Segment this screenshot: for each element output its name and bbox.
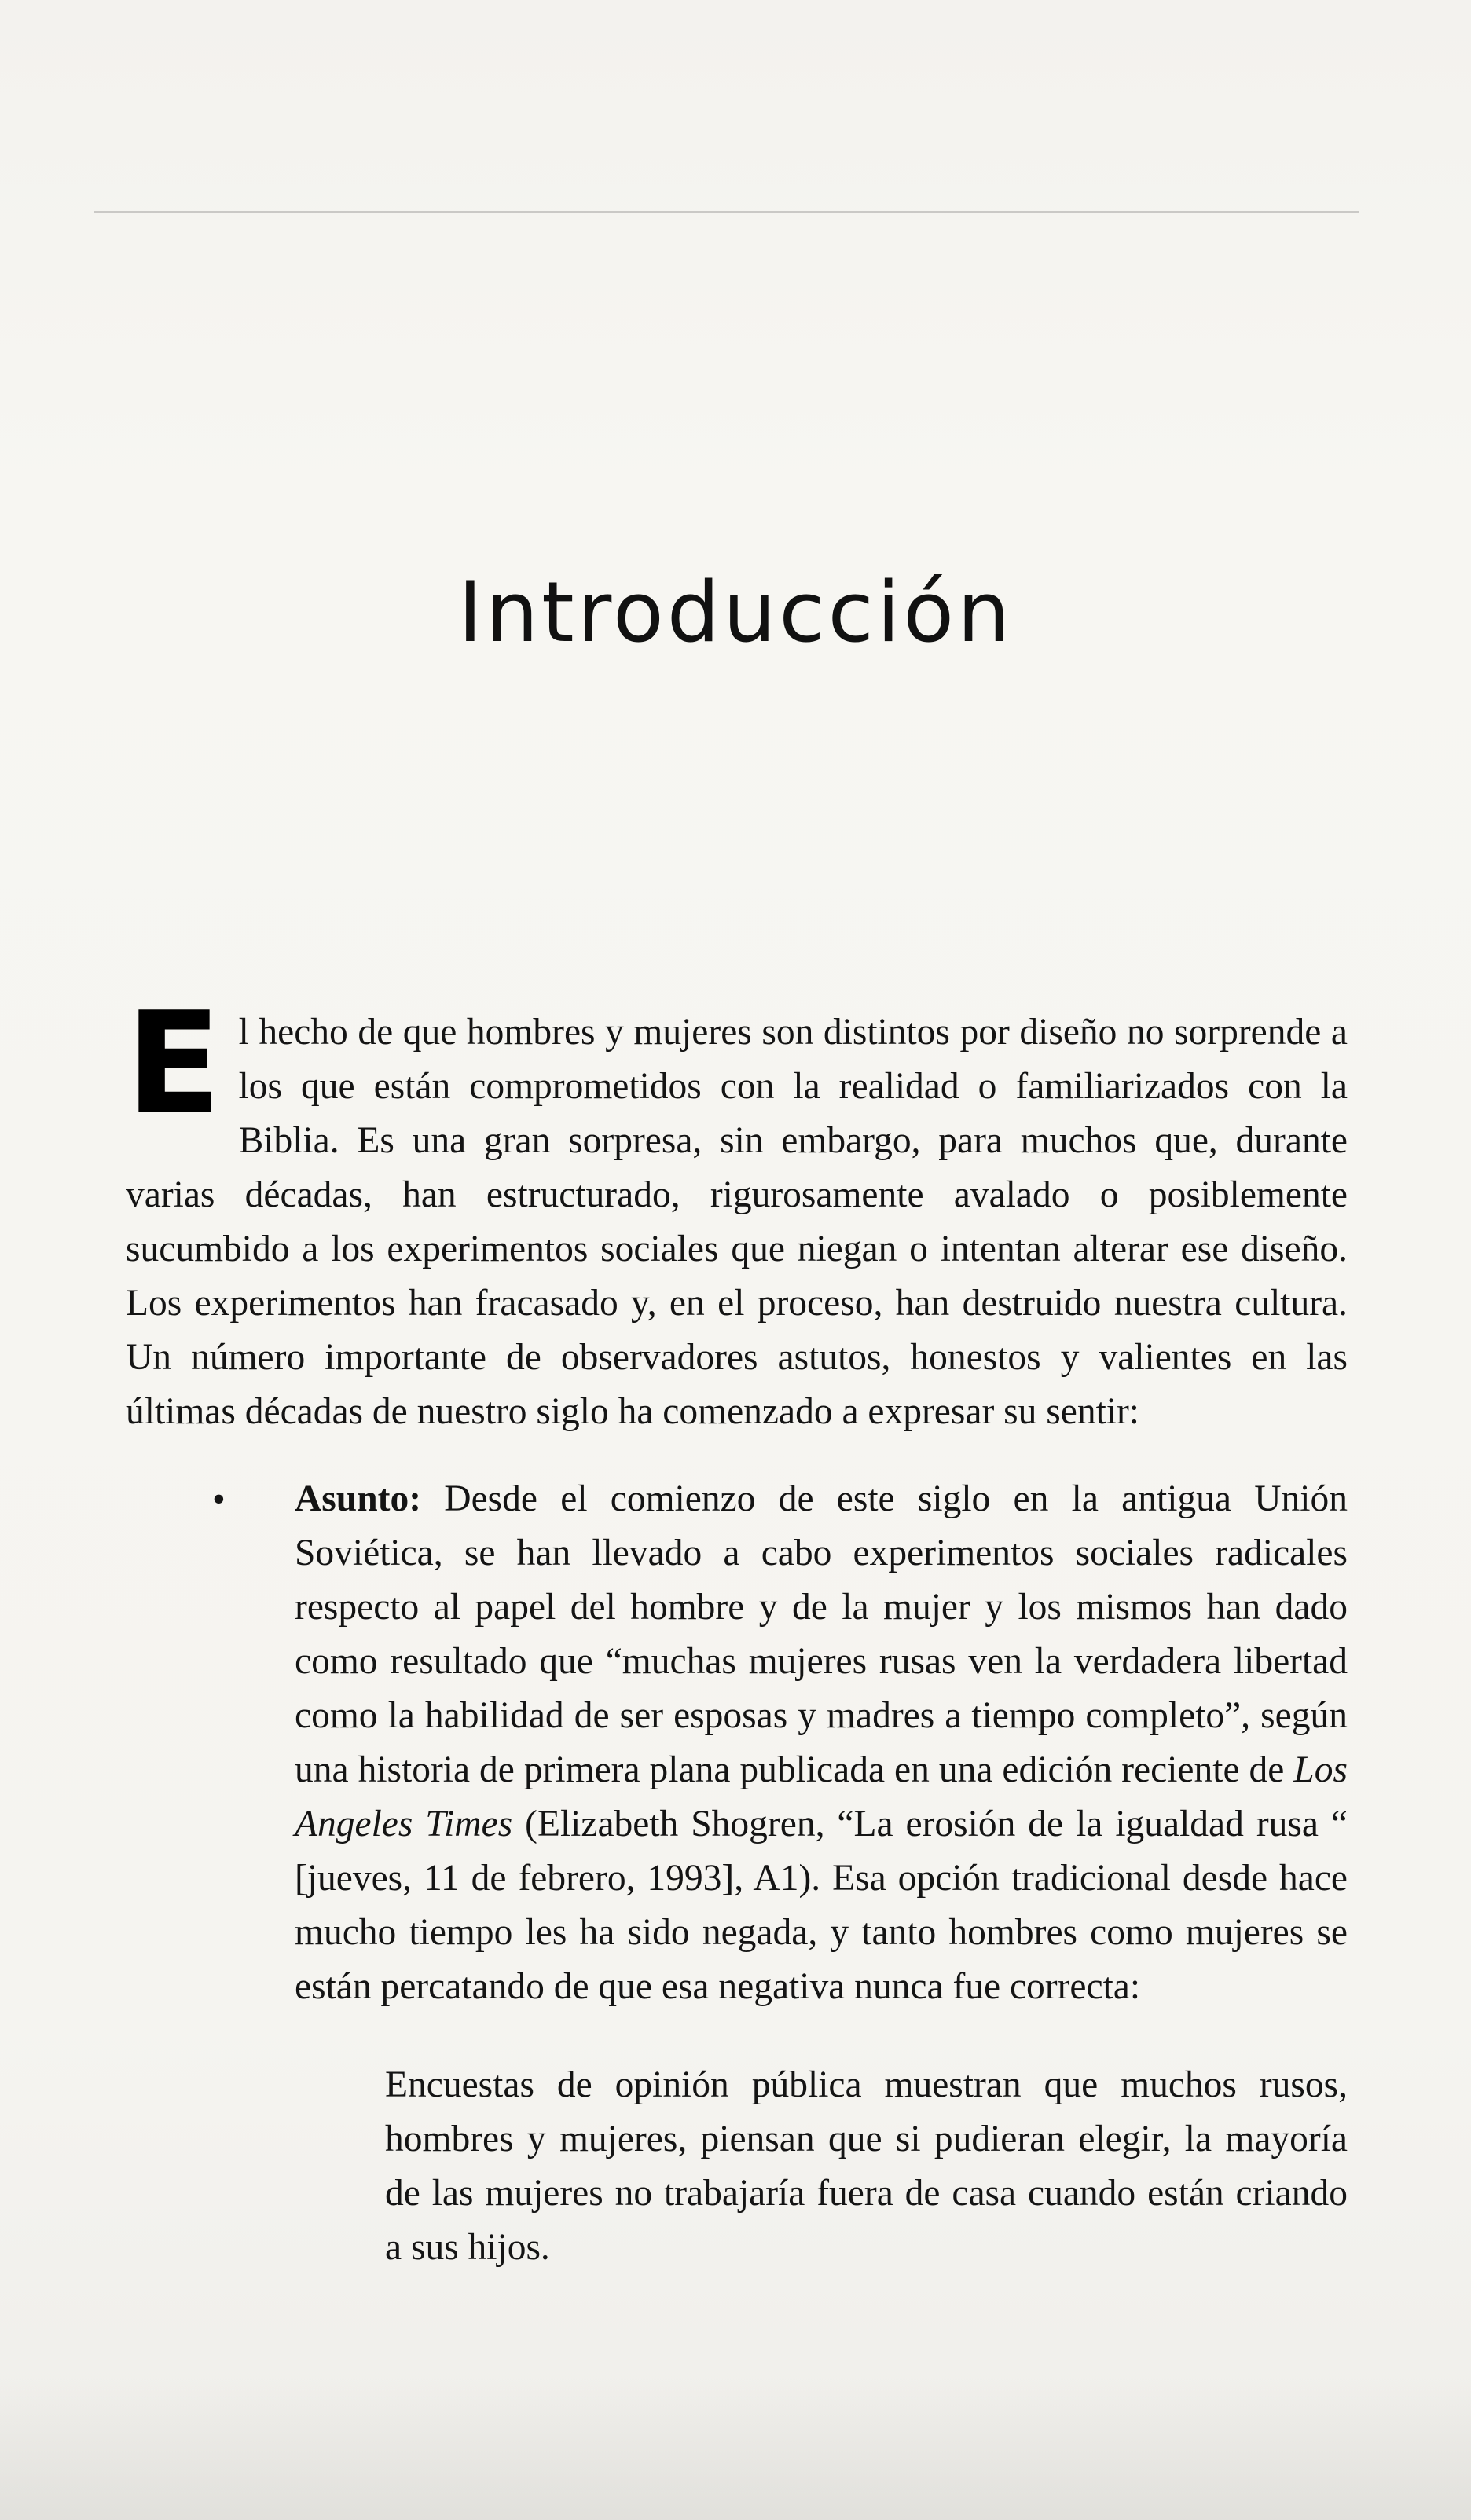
page-shadow	[0, 2379, 1471, 2520]
bullet-item-asunto	[212, 1472, 1348, 2014]
running-header-rule	[94, 211, 1359, 213]
drop-cap: E	[126, 982, 222, 1145]
intro-text: l hecho de que hombres y mujeres son distintos por diseño no sorprende a los que están comprometidos con la realidad o familiarizados con la Biblia. Es una gran sorpresa, sin embargo, para muchos que, durante varias décadas, han estructurado, rigurosamente avalado o posiblemente sucumbido a los experimentos sociales que niegan o intentan alterar ese diseño. Los experimentos han fracasado y, en el proceso, han destruido nuestra cultura. Un número importante de observadores astutos, honestos y valientes en las últimas décadas de nuestro siglo ha comenzado a expresar su sentir:	[126, 1012, 1348, 1432]
bullet-text-before: Desde el comienzo de este siglo en la antigua Unión Soviética, se han llevado a cabo experimentos sociales radicales respecto al papel del hombre y de la mujer y los mismos han dado como resultado que “muchas mujeres rusas ven la verdadera libertad como la habilidad de ser esposas y madres a tiempo completo”, según una historia de primera plana publicada en una edición reciente de	[295, 1478, 1348, 1790]
quote-text: Encuestas de opinión pública muestran que muchos rusos, hombres y mujeres, piensan que si pudieran elegir, la mayoría de las mujeres no trabajaría fuera de casa cuando están criando a sus hijos.	[385, 2064, 1348, 2268]
bullet-paragraph	[295, 1472, 1348, 2014]
bullet-text-after: (Elizabeth Shogren, “La erosión de la igualdad rusa “ [jueves, 11 de febrero, 1993], A1). Esa opción tradicional desde hace mucho tiempo les ha sido negada, y tanto hombres como mujeres se están percatando de que esa negativa nunca fue correcta:	[295, 1804, 1348, 2007]
block-quote	[385, 2058, 1348, 2275]
publication-title: Los Angeles Times	[295, 1749, 1348, 1844]
body-text	[126, 982, 1348, 2275]
intro-paragraph	[126, 982, 1348, 1439]
bullet-marker: •	[212, 1478, 226, 1520]
chapter-title: Introducción	[457, 564, 1014, 661]
bullet-label: Asunto:	[295, 1478, 422, 1519]
